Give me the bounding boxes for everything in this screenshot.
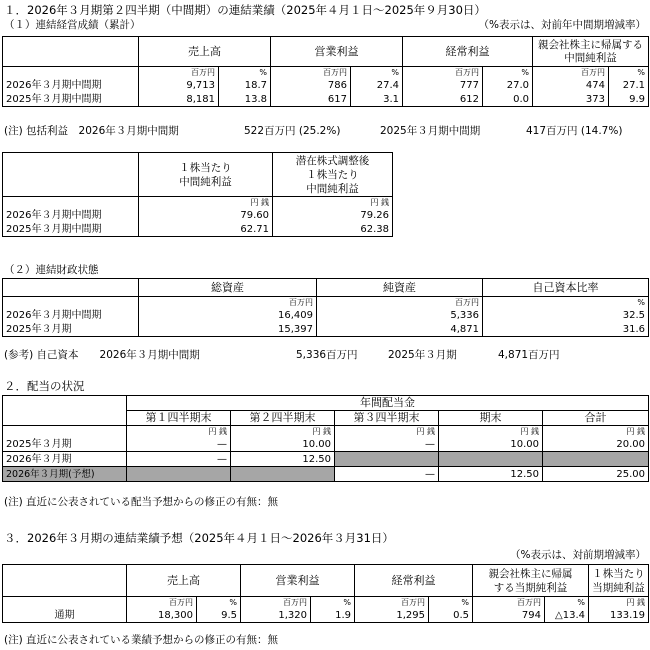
comprehensive-income-label: (注) 包括利益 2026年３月期中間期 [4, 125, 179, 137]
unit-cell: 百万円 [317, 297, 483, 309]
corner-cell [3, 565, 127, 597]
unit-cell: 百万円 [473, 597, 545, 609]
table-row [3, 222, 393, 237]
eps-table [2, 152, 393, 237]
operating-results-table [2, 36, 649, 107]
value-cell: 612 [403, 92, 483, 107]
unit-cell: % [545, 597, 589, 609]
row-label: 2026年３月期中間期 [3, 78, 139, 92]
header-operating-profit: 営業利益 [241, 565, 355, 597]
value-cell: 27.4 [351, 78, 403, 92]
dividends-table [2, 395, 649, 482]
table-row [3, 452, 649, 467]
value-cell: 13.8 [219, 92, 271, 107]
header-eps [139, 153, 273, 197]
value-cell: 15,397 [139, 322, 317, 337]
row-label: 通期 [3, 608, 127, 623]
dividend-revision-note: (注) 直近に公表されている配当予想からの修正の有無：無 [4, 496, 279, 508]
header-q1-end: 第１四半期末 [127, 411, 231, 426]
row-label: 2025年３月期 [3, 437, 127, 452]
unit-empty [3, 297, 139, 309]
row-label: 2025年３月期中間期 [3, 222, 139, 237]
value-cell: 62.38 [273, 222, 393, 237]
header-q3-end: 第３四半期末 [335, 411, 439, 426]
header-eps-line1: １株当たり [592, 567, 645, 580]
table-row [3, 322, 649, 337]
unit-cell: 百万円 [355, 597, 429, 609]
section3-pct-note: （%表示は、対前期増減率） [510, 549, 646, 561]
unit-cell: 円 銭 [335, 426, 439, 438]
value-cell: 31.6 [483, 322, 649, 337]
shaded-cell [439, 452, 543, 467]
row-label: 2026年３月期中間期 [3, 208, 139, 222]
value-cell: 786 [271, 78, 351, 92]
table-row [3, 208, 393, 222]
value-cell: 9.5 [197, 608, 241, 623]
value-cell: 1,295 [355, 608, 429, 623]
value-cell: — [335, 467, 439, 482]
value-cell: 3.1 [351, 92, 403, 107]
header-equity-ratio: 自己資本比率 [483, 279, 649, 297]
value-cell: 8,181 [139, 92, 219, 107]
comprehensive-income-prior-label: 2025年３月期中間期 [380, 125, 481, 137]
header-net-assets: 純資産 [317, 279, 483, 297]
unit-cell: % [483, 297, 649, 309]
corner-cell [3, 153, 139, 197]
section2-subtitle: （２）連結財政状態 [4, 264, 99, 276]
corner-cell [3, 396, 127, 426]
value-cell: 373 [533, 92, 609, 107]
row-label: 2026年３月期(予想) [3, 467, 127, 482]
value-cell: — [127, 437, 231, 452]
value-cell: 10.00 [231, 437, 335, 452]
unit-cell: 百万円 [139, 67, 219, 79]
table-row [3, 308, 649, 322]
forecast-revision-note: (注) 直近に公表されている業績予想からの修正の有無：無 [4, 634, 279, 646]
unit-empty [3, 197, 139, 209]
header-total-assets: 総資産 [139, 279, 317, 297]
equity-ref-prior: 4,871百万円 [498, 349, 560, 361]
unit-cell: % [483, 67, 533, 79]
corner-cell [3, 37, 139, 67]
header-net-income-line2: する当期純利益 [493, 581, 568, 594]
header-q2-end: 第２四半期末 [231, 411, 335, 426]
shaded-cell [335, 452, 439, 467]
forecast-table [2, 564, 649, 623]
value-cell: 27.0 [483, 78, 533, 92]
value-cell: 0.5 [429, 608, 473, 623]
unit-empty [3, 67, 139, 79]
shaded-cell [543, 452, 649, 467]
unit-cell: 百万円 [127, 597, 197, 609]
value-cell: — [127, 452, 231, 467]
header-diluted-eps-line2: １株当たり [306, 168, 359, 181]
table-row [3, 437, 649, 452]
equity-ref-prior-label: 2025年３月期 [388, 349, 457, 361]
value-cell: 18,300 [127, 608, 197, 623]
value-cell: 4,871 [317, 322, 483, 337]
row-label: 2026年３月期中間期 [3, 308, 139, 322]
value-cell: △13.4 [545, 608, 589, 623]
unit-empty [3, 426, 127, 438]
section1-subtitle: （１）連結経営成績（累計） [4, 19, 141, 31]
header-net-income-line1: 親会社株主に帰属 [488, 567, 573, 580]
value-cell: 62.71 [139, 222, 273, 237]
header-year-end: 期末 [439, 411, 543, 426]
header-net-income-line2: 中間純利益 [564, 51, 617, 64]
financial-position-table [2, 278, 649, 337]
shaded-cell [127, 467, 231, 482]
value-cell: 18.7 [219, 78, 271, 92]
value-cell: 1.9 [311, 608, 355, 623]
row-label: 2025年３月期中間期 [3, 92, 139, 107]
value-cell: 5,336 [317, 308, 483, 322]
value-cell: 474 [533, 78, 609, 92]
unit-cell: 百万円 [139, 297, 317, 309]
value-cell: 79.60 [139, 208, 273, 222]
header-operating-profit: 営業利益 [271, 37, 403, 67]
value-cell: 20.00 [543, 437, 649, 452]
header-ordinary-profit: 経常利益 [403, 37, 533, 67]
equity-ref-label: (参考) 自己資本 2026年３月期中間期 [4, 349, 200, 361]
header-eps-line2: 当期純利益 [592, 581, 645, 594]
comprehensive-income-prior: 417百万円 (14.7%) [526, 125, 623, 137]
header-diluted-eps-line3: 中間純利益 [306, 182, 359, 195]
unit-cell: 円 銭 [139, 197, 273, 209]
shaded-cell [231, 467, 335, 482]
row-label: 2026年３月期 [3, 452, 127, 467]
unit-cell: % [311, 597, 355, 609]
header-eps [589, 565, 649, 597]
value-cell: 777 [403, 78, 483, 92]
header-total: 合計 [543, 411, 649, 426]
section3-title: ３．2026年３月期の連結業績予想（2025年４月１日～2026年３月31日） [4, 531, 394, 545]
header-diluted-eps-line1: 潜在株式調整後 [295, 154, 370, 167]
unit-cell: % [197, 597, 241, 609]
value-cell: 617 [271, 92, 351, 107]
unit-cell: 円 銭 [589, 597, 649, 609]
section1-pct-note: （%表示は、対前年中間期増減率） [478, 19, 646, 31]
equity-ref-current: 5,336百万円 [296, 349, 358, 361]
value-cell: 12.50 [439, 467, 543, 482]
value-cell: 27.1 [609, 78, 649, 92]
unit-cell: % [429, 597, 473, 609]
value-cell: 12.50 [231, 452, 335, 467]
table-row [3, 467, 649, 482]
header-net-income-line1: 親会社株主に帰属する [538, 38, 643, 51]
value-cell: 9,713 [139, 78, 219, 92]
unit-cell: 百万円 [241, 597, 311, 609]
unit-cell: 円 銭 [127, 426, 231, 438]
value-cell: 794 [473, 608, 545, 623]
value-cell: — [335, 437, 439, 452]
row-label: 2025年３月期 [3, 322, 139, 337]
value-cell: 10.00 [439, 437, 543, 452]
value-cell: 32.5 [483, 308, 649, 322]
header-ordinary-profit: 経常利益 [355, 565, 473, 597]
value-cell: 25.00 [543, 467, 649, 482]
unit-cell: % [609, 67, 649, 79]
unit-cell: % [351, 67, 403, 79]
table-row [3, 608, 649, 623]
header-net-sales: 売上高 [139, 37, 271, 67]
unit-cell: 百万円 [403, 67, 483, 79]
comprehensive-income-current: 522百万円 (25.2%) [244, 125, 341, 137]
header-eps-line2: 中間純利益 [179, 175, 232, 188]
header-eps-line1: １株当たり [179, 161, 232, 174]
unit-cell: 円 銭 [439, 426, 543, 438]
unit-empty [3, 597, 127, 609]
unit-cell: % [219, 67, 271, 79]
section1-title: １．2026年３月期第２四半期（中間期）の連結業績（2025年４月１日～2025年９月30日） [4, 3, 486, 17]
dividends-title: ２．配当の状況 [4, 379, 85, 393]
header-net-income [473, 565, 589, 597]
value-cell: 1,320 [241, 608, 311, 623]
value-cell: 0.0 [483, 92, 533, 107]
corner-cell [3, 279, 139, 297]
unit-cell: 百万円 [533, 67, 609, 79]
unit-cell: 百万円 [271, 67, 351, 79]
value-cell: 16,409 [139, 308, 317, 322]
table-row [3, 78, 649, 92]
header-annual-dividend: 年間配当金 [127, 396, 649, 411]
value-cell: 9.9 [609, 92, 649, 107]
header-diluted-eps [273, 153, 393, 197]
header-net-sales: 売上高 [127, 565, 241, 597]
table-row [3, 92, 649, 107]
unit-cell: 円 銭 [273, 197, 393, 209]
unit-cell: 円 銭 [231, 426, 335, 438]
value-cell: 79.26 [273, 208, 393, 222]
header-net-income [533, 37, 649, 67]
unit-cell: 円 銭 [543, 426, 649, 438]
value-cell: 133.19 [589, 608, 649, 623]
